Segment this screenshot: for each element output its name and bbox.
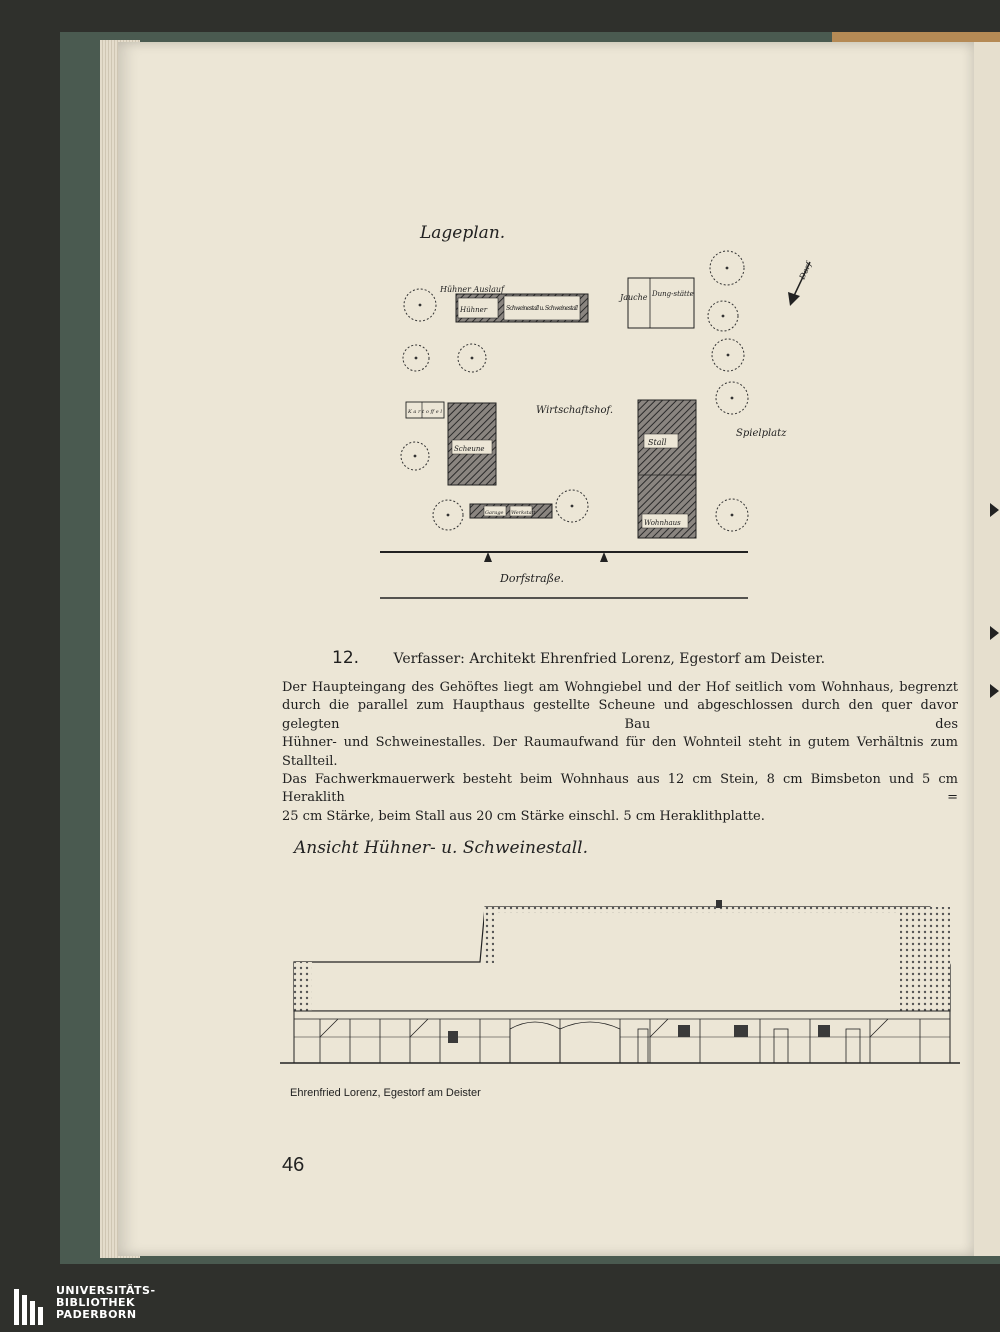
facing-page-arrow-icon: [990, 503, 999, 517]
library-name-line: UNIVERSITÄTS-: [56, 1284, 156, 1297]
label-wohnhaus: Wohnhaus: [644, 519, 681, 527]
body-line: Der Haupteingang des Gehöftes liegt am Wohngiebel und der Hof seitlich vom Wohnhaus, begrenzt: [282, 680, 958, 695]
figure-number: 12.: [332, 648, 360, 668]
label-jauche: Jauche: [620, 293, 648, 302]
facing-page-edge: [974, 42, 1000, 1256]
label-dorf: Dorf: [797, 260, 814, 281]
body-line: Das Fachwerkmauerwerk besteht beim Wohnhaus aus 12 cm Stein, 8 cm Bimsbeton und 5 cm Heraklith =: [282, 772, 958, 806]
plan-title: Lageplan.: [420, 223, 506, 243]
figure-caption-text: Verfasser: Architekt Ehrenfried Lorenz, Egestorf am Deister.: [393, 651, 826, 667]
page-number: 46: [282, 1154, 305, 1176]
label-werkstatt: Werkstatt: [511, 510, 536, 516]
jauche-dung-outline: [628, 278, 694, 328]
body-line: durch die parallel zum Haupthaus gestellte Scheune und abgeschlossen durch den quer davor gelegten Bau des: [282, 698, 958, 732]
site-plan-drawing: [360, 200, 820, 610]
elevation-drawing: [280, 815, 960, 1075]
library-name: [56, 1285, 156, 1321]
facing-page-arrow-icon: [990, 626, 999, 640]
library-logo-icon: [12, 1287, 50, 1327]
library-name-line: PADERBORN: [56, 1308, 137, 1321]
body-line: Hühner- und Schweinestalles. Der Raumaufwand für den Wohnteil steht in gutem Verhältnis zum Stallteil.: [282, 735, 958, 769]
label-huehner: Hühner: [460, 306, 488, 314]
body-line: 25 cm Stärke, beim Stall aus 20 cm Stärke einschl. 5 cm Heraklithplatte.: [282, 808, 765, 824]
body-text: [282, 679, 958, 826]
label-scheune: Scheune: [454, 445, 485, 453]
label-stall: Stall: [648, 438, 667, 447]
facing-page-arrow-icon: [990, 684, 999, 698]
label-huehner-auslauf: Hühner Auslauf: [440, 285, 505, 294]
label-garage: Garage: [485, 510, 504, 516]
image-credit: Ehrenfried Lorenz, Egestorf am Deister: [290, 1087, 481, 1099]
label-kartoffeln: Kartoffel: [408, 409, 442, 415]
label-dorfstrasse: Dorfstraße.: [500, 572, 565, 585]
elevation-title: Ansicht Hühner- u. Schweinestall.: [294, 838, 588, 858]
label-schweine: Schweinestall u. Schweinestall: [506, 305, 578, 312]
label-wirtschaftshof: Wirtschaftshof.: [536, 405, 614, 416]
library-name-line: BIBLIOTHEK: [56, 1296, 136, 1309]
label-dung: Dung-stätte: [652, 290, 694, 298]
figure-caption: [332, 648, 972, 668]
label-spielplatz: Spielplatz: [736, 428, 787, 439]
